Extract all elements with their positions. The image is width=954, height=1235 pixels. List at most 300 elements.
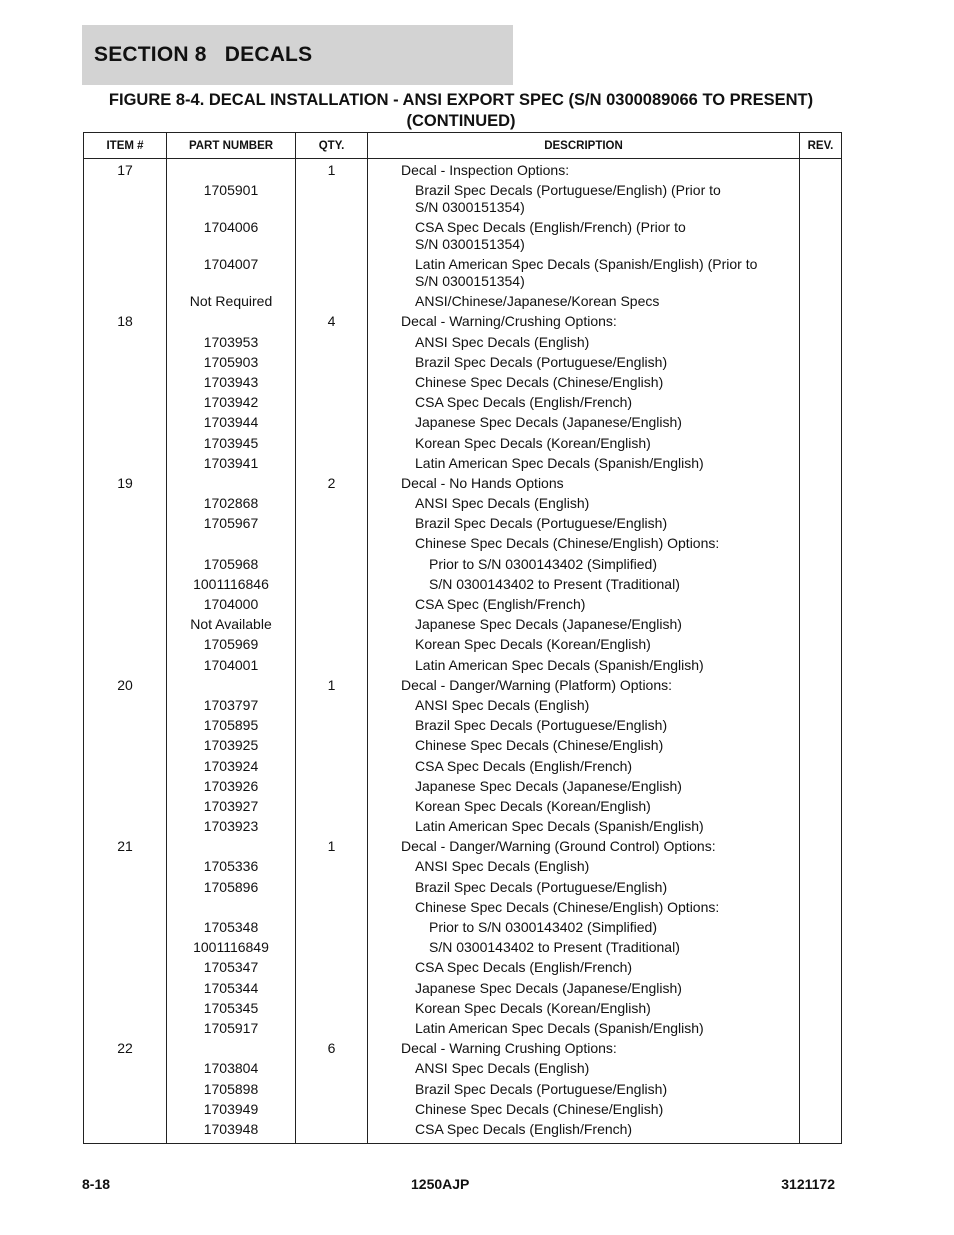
description-cell: [368, 576, 800, 596]
rev-cell: [800, 354, 842, 374]
qty-cell: [296, 939, 368, 959]
description-text: ANSI Spec Decals (English): [415, 858, 590, 875]
part-number-cell: 1704001: [167, 657, 296, 677]
item-number-cell: [84, 435, 167, 455]
description-text-continued: S/N 0300151354): [415, 273, 525, 290]
part-number-cell: 1705348: [167, 919, 296, 939]
qty-cell: [296, 334, 368, 354]
item-number-cell: [84, 455, 167, 475]
description-cell: [368, 475, 800, 495]
description-text: Latin American Spec Decals (Spanish/English): [415, 818, 704, 835]
item-number-cell: [84, 596, 167, 616]
qty-cell: [296, 455, 368, 475]
footer-doc-number: 3121172: [781, 1176, 835, 1192]
rev-cell: [800, 838, 842, 858]
part-number-cell: 1704007: [167, 256, 296, 293]
part-number-cell: 1705903: [167, 354, 296, 374]
rev-cell: [800, 778, 842, 798]
table-row: [84, 879, 842, 899]
table-row: [84, 697, 842, 717]
description-text: ANSI Spec Decals (English): [415, 495, 590, 512]
qty-cell: 1: [296, 677, 368, 697]
qty-cell: [296, 1000, 368, 1020]
qty-cell: [296, 778, 368, 798]
rev-cell: [800, 1121, 842, 1144]
description-cell: [368, 313, 800, 333]
description-text: Latin American Spec Decals (Spanish/English): [415, 1019, 704, 1036]
description-text: Decal - Danger/Warning (Platform) Options:: [401, 676, 673, 693]
description-text: Chinese Spec Decals (Chinese/English) Options:: [415, 898, 720, 915]
part-number-cell: 1704000: [167, 596, 296, 616]
table-row: [84, 475, 842, 495]
figure-title-line-1: FIGURE 8-4. DECAL INSTALLATION - ANSI EXPORT SPEC (S/N 0300089066 TO PRESENT): [108, 91, 814, 109]
rev-cell: [800, 758, 842, 778]
part-number-cell: [167, 535, 296, 555]
rev-cell: [800, 1040, 842, 1060]
rev-cell: [800, 737, 842, 757]
footer-page-number: 8-18: [82, 1176, 111, 1192]
item-number-cell: [84, 1121, 167, 1144]
qty-cell: [296, 798, 368, 818]
description-cell: [368, 879, 800, 899]
table-row: [84, 636, 842, 656]
item-number-cell: [84, 798, 167, 818]
rev-cell: [800, 535, 842, 555]
part-number-cell: 1703924: [167, 758, 296, 778]
part-number-cell: 1703941: [167, 455, 296, 475]
description-cell: [368, 616, 800, 636]
description-text: Korean Spec Decals (Korean/English): [415, 797, 651, 814]
rev-cell: [800, 1060, 842, 1080]
table-row: [84, 515, 842, 535]
qty-cell: 4: [296, 313, 368, 333]
part-number-cell: [167, 1040, 296, 1060]
item-number-cell: [84, 899, 167, 919]
description-text: Brazil Spec Decals (Portuguese/English): [415, 717, 668, 734]
item-number-cell: [84, 879, 167, 899]
rev-cell: [800, 717, 842, 737]
qty-cell: 1: [296, 838, 368, 858]
description-cell: [368, 455, 800, 475]
header-description: DESCRIPTION: [368, 133, 800, 159]
description-text: Brazil Spec Decals (Portuguese/English): [415, 515, 668, 532]
part-number-cell: 1705336: [167, 858, 296, 878]
rev-cell: [800, 475, 842, 495]
description-cell: [368, 1081, 800, 1101]
description-cell: [368, 758, 800, 778]
rev-cell: [800, 159, 842, 183]
part-number-cell: [167, 899, 296, 919]
part-number-cell: 1705967: [167, 515, 296, 535]
table-row: [84, 256, 842, 293]
description-text: Chinese Spec Decals (Chinese/English): [415, 373, 664, 390]
part-number-cell: 1705896: [167, 879, 296, 899]
description-text: ANSI Spec Decals (English): [415, 333, 590, 350]
section-header: [82, 25, 513, 85]
qty-cell: [296, 394, 368, 414]
table-row: [84, 899, 842, 919]
description-cell: [368, 435, 800, 455]
description-cell: [368, 596, 800, 616]
item-number-cell: [84, 556, 167, 576]
description-cell: [368, 858, 800, 878]
description-cell: [368, 414, 800, 434]
rev-cell: [800, 182, 842, 219]
description-text: Decal - Warning/Crushing Options:: [401, 313, 617, 330]
description-cell: [368, 1000, 800, 1020]
rev-cell: [800, 939, 842, 959]
part-number-cell: 1703943: [167, 374, 296, 394]
rev-cell: [800, 899, 842, 919]
rev-cell: [800, 256, 842, 293]
item-number-cell: [84, 354, 167, 374]
rev-cell: [800, 414, 842, 434]
table-row: [84, 159, 842, 183]
description-text: CSA Spec Decals (English/French): [415, 959, 633, 976]
part-number-cell: 1705969: [167, 636, 296, 656]
parts-table-body: [84, 159, 842, 1144]
rev-cell: [800, 293, 842, 313]
description-text: Decal - Warning Crushing Options:: [401, 1040, 617, 1057]
header-qty: QTY.: [296, 133, 368, 159]
item-number-cell: [84, 256, 167, 293]
item-number-cell: [84, 1060, 167, 1080]
item-number-cell: 21: [84, 838, 167, 858]
table-row: [84, 219, 842, 256]
qty-cell: [296, 1020, 368, 1040]
part-number-cell: 1705898: [167, 1081, 296, 1101]
description-text: CSA Spec Decals (English/French): [415, 394, 633, 411]
part-number-cell: 1705895: [167, 717, 296, 737]
part-number-cell: 1705968: [167, 556, 296, 576]
table-row: [84, 313, 842, 333]
qty-cell: [296, 374, 368, 394]
rev-cell: [800, 657, 842, 677]
rev-cell: [800, 1081, 842, 1101]
qty-cell: [296, 535, 368, 555]
rev-cell: [800, 959, 842, 979]
table-row: [84, 939, 842, 959]
description-cell: [368, 899, 800, 919]
description-cell: [368, 394, 800, 414]
description-cell: [368, 556, 800, 576]
description-text: CSA Spec (English/French): [415, 596, 586, 612]
qty-cell: [296, 959, 368, 979]
item-number-cell: [84, 535, 167, 555]
section-title: SECTION 8 DECALS: [94, 43, 313, 66]
table-row: [84, 1060, 842, 1080]
part-number-cell: [167, 475, 296, 495]
header-part-number: PART NUMBER: [167, 133, 296, 159]
table-row: [84, 182, 842, 219]
qty-cell: [296, 495, 368, 515]
table-row: [84, 758, 842, 778]
item-number-cell: [84, 758, 167, 778]
part-number-cell: [167, 313, 296, 333]
description-cell: [368, 1121, 800, 1144]
item-number-cell: [84, 515, 167, 535]
figure-title: [82, 90, 840, 132]
part-number-cell: 1703804: [167, 1060, 296, 1080]
part-number-cell: 1702868: [167, 495, 296, 515]
qty-cell: 1: [296, 159, 368, 183]
table-row: [84, 374, 842, 394]
table-row: [84, 495, 842, 515]
description-text: Chinese Spec Decals (Chinese/English) Options:: [415, 535, 720, 552]
header-item: ITEM #: [84, 133, 167, 159]
rev-cell: [800, 798, 842, 818]
description-text: Decal - Danger/Warning (Ground Control) Options:: [401, 838, 716, 855]
description-cell: [368, 1040, 800, 1060]
qty-cell: [296, 556, 368, 576]
item-number-cell: [84, 1101, 167, 1121]
rev-cell: [800, 313, 842, 333]
item-number-cell: 20: [84, 677, 167, 697]
part-number-cell: 1703949: [167, 1101, 296, 1121]
description-cell: [368, 636, 800, 656]
rev-cell: [800, 697, 842, 717]
qty-cell: [296, 219, 368, 256]
description-text: Japanese Spec Decals (Japanese/English): [415, 777, 682, 794]
header-rev: REV.: [800, 133, 842, 159]
table-row: [84, 334, 842, 354]
rev-cell: [800, 334, 842, 354]
qty-cell: [296, 899, 368, 919]
part-number-cell: [167, 677, 296, 697]
qty-cell: [296, 879, 368, 899]
description-cell: [368, 697, 800, 717]
table-row: [84, 576, 842, 596]
description-text: Prior to S/N 0300143402 (Simplified): [429, 555, 658, 572]
description-cell: [368, 657, 800, 677]
description-cell: [368, 515, 800, 535]
description-cell: [368, 1101, 800, 1121]
table-row: [84, 455, 842, 475]
description-text: Korean Spec Decals (Korean/English): [415, 636, 651, 653]
description-text: Japanese Spec Decals (Japanese/English): [415, 616, 682, 633]
description-cell: [368, 495, 800, 515]
rev-cell: [800, 374, 842, 394]
item-number-cell: [84, 657, 167, 677]
table-row: [84, 414, 842, 434]
description-text: Prior to S/N 0300143402 (Simplified): [429, 919, 658, 935]
description-cell: [368, 293, 800, 313]
description-text: Latin American Spec Decals (Spanish/English) (Prior to: [415, 256, 758, 273]
table-row: [84, 657, 842, 677]
part-number-cell: [167, 159, 296, 183]
item-number-cell: [84, 1081, 167, 1101]
rev-cell: [800, 596, 842, 616]
part-number-cell: 1705344: [167, 980, 296, 1000]
part-number-cell: 1001116846: [167, 576, 296, 596]
rev-cell: [800, 636, 842, 656]
description-text: Brazil Spec Decals (Portuguese/English): [415, 1080, 668, 1097]
table-row: [84, 677, 842, 697]
table-row: [84, 1101, 842, 1121]
table-row: [84, 616, 842, 636]
description-text: S/N 0300143402 to Present (Traditional): [429, 939, 680, 956]
qty-cell: [296, 1081, 368, 1101]
qty-cell: [296, 717, 368, 737]
description-cell: [368, 838, 800, 858]
qty-cell: 6: [296, 1040, 368, 1060]
qty-cell: [296, 1121, 368, 1144]
table-row: [84, 1121, 842, 1144]
item-number-cell: [84, 334, 167, 354]
item-number-cell: [84, 737, 167, 757]
part-number-cell: 1703797: [167, 697, 296, 717]
rev-cell: [800, 1000, 842, 1020]
rev-cell: [800, 858, 842, 878]
item-number-cell: [84, 182, 167, 219]
qty-cell: [296, 657, 368, 677]
rev-cell: [800, 919, 842, 939]
description-cell: [368, 256, 800, 293]
part-number-cell: 1703927: [167, 798, 296, 818]
qty-cell: [296, 1101, 368, 1121]
part-number-cell: 1703923: [167, 818, 296, 838]
item-number-cell: 19: [84, 475, 167, 495]
table-row: [84, 394, 842, 414]
description-cell: [368, 677, 800, 697]
description-text: S/N 0300143402 to Present (Traditional): [429, 575, 680, 592]
item-number-cell: [84, 959, 167, 979]
description-cell: [368, 778, 800, 798]
item-number-cell: [84, 818, 167, 838]
part-number-cell: Not Available: [167, 616, 296, 636]
part-number-cell: 1703953: [167, 334, 296, 354]
part-number-cell: 1703942: [167, 394, 296, 414]
rev-cell: [800, 515, 842, 535]
table-row: [84, 919, 842, 939]
description-text: Korean Spec Decals (Korean/English): [415, 434, 651, 451]
rev-cell: [800, 616, 842, 636]
item-number-cell: 17: [84, 159, 167, 183]
table-row: [84, 556, 842, 576]
qty-cell: [296, 293, 368, 313]
table-row: [84, 818, 842, 838]
table-row: [84, 596, 842, 616]
qty-cell: [296, 1060, 368, 1080]
table-row: [84, 838, 842, 858]
table-row: [84, 1020, 842, 1040]
item-number-cell: [84, 576, 167, 596]
description-cell: [368, 737, 800, 757]
rev-cell: [800, 576, 842, 596]
rev-cell: [800, 677, 842, 697]
table-row: [84, 778, 842, 798]
part-number-cell: 1705345: [167, 1000, 296, 1020]
qty-cell: [296, 858, 368, 878]
description-text: Decal - Inspection Options:: [401, 162, 570, 178]
qty-cell: [296, 515, 368, 535]
qty-cell: [296, 818, 368, 838]
rev-cell: [800, 455, 842, 475]
rev-cell: [800, 1101, 842, 1121]
qty-cell: [296, 354, 368, 374]
qty-cell: [296, 919, 368, 939]
table-row: [84, 535, 842, 555]
part-number-cell: 1705347: [167, 959, 296, 979]
description-text: ANSI Spec Decals (English): [415, 1060, 590, 1077]
description-cell: [368, 717, 800, 737]
part-number-cell: 1703945: [167, 435, 296, 455]
qty-cell: [296, 182, 368, 219]
item-number-cell: [84, 1000, 167, 1020]
qty-cell: [296, 576, 368, 596]
description-cell: [368, 818, 800, 838]
description-text: ANSI Spec Decals (English): [415, 696, 590, 713]
description-text: Latin American Spec Decals (Spanish/English): [415, 656, 704, 673]
rev-cell: [800, 1020, 842, 1040]
table-row: [84, 737, 842, 757]
qty-cell: [296, 758, 368, 778]
description-text: Latin American Spec Decals (Spanish/English): [415, 454, 704, 471]
rev-cell: [800, 556, 842, 576]
item-number-cell: [84, 414, 167, 434]
table-row: [84, 1081, 842, 1101]
rev-cell: [800, 818, 842, 838]
description-text: Brazil Spec Decals (Portuguese/English): [415, 353, 668, 370]
table-row: [84, 354, 842, 374]
description-text-continued: S/N 0300151354): [415, 199, 525, 216]
description-cell: [368, 1020, 800, 1040]
description-text: Japanese Spec Decals (Japanese/English): [415, 979, 682, 996]
rev-cell: [800, 495, 842, 515]
description-text: ANSI/Chinese/Japanese/Korean Specs: [415, 293, 660, 310]
table-row: [84, 1040, 842, 1060]
table-row: [84, 858, 842, 878]
rev-cell: [800, 980, 842, 1000]
description-text: Chinese Spec Decals (Chinese/English): [415, 737, 664, 754]
description-cell: [368, 535, 800, 555]
description-cell: [368, 219, 800, 256]
part-number-cell: 1703925: [167, 737, 296, 757]
footer-model: 1250AJP: [411, 1176, 470, 1192]
description-text: Chinese Spec Decals (Chinese/English): [415, 1100, 664, 1117]
qty-cell: [296, 414, 368, 434]
description-cell: [368, 798, 800, 818]
item-number-cell: [84, 858, 167, 878]
description-cell: [368, 182, 800, 219]
description-text: Brazil Spec Decals (Portuguese/English) (Prior to: [415, 182, 721, 199]
table-row: [84, 435, 842, 455]
qty-cell: [296, 256, 368, 293]
part-number-cell: 1704006: [167, 219, 296, 256]
table-row: [84, 717, 842, 737]
parts-table: [83, 132, 842, 1144]
description-cell: [368, 334, 800, 354]
rev-cell: [800, 219, 842, 256]
description-text: Japanese Spec Decals (Japanese/English): [415, 414, 682, 431]
item-number-cell: [84, 1020, 167, 1040]
table-row: [84, 959, 842, 979]
description-text: CSA Spec Decals (English/French): [415, 757, 633, 774]
qty-cell: [296, 435, 368, 455]
item-number-cell: [84, 939, 167, 959]
item-number-cell: [84, 778, 167, 798]
qty-cell: [296, 616, 368, 636]
item-number-cell: [84, 394, 167, 414]
item-number-cell: [84, 293, 167, 313]
qty-cell: [296, 697, 368, 717]
description-cell: [368, 1060, 800, 1080]
part-number-cell: 1703926: [167, 778, 296, 798]
table-row: [84, 1000, 842, 1020]
item-number-cell: [84, 697, 167, 717]
description-cell: [368, 354, 800, 374]
description-text: CSA Spec Decals (English/French) (Prior to: [415, 219, 686, 236]
